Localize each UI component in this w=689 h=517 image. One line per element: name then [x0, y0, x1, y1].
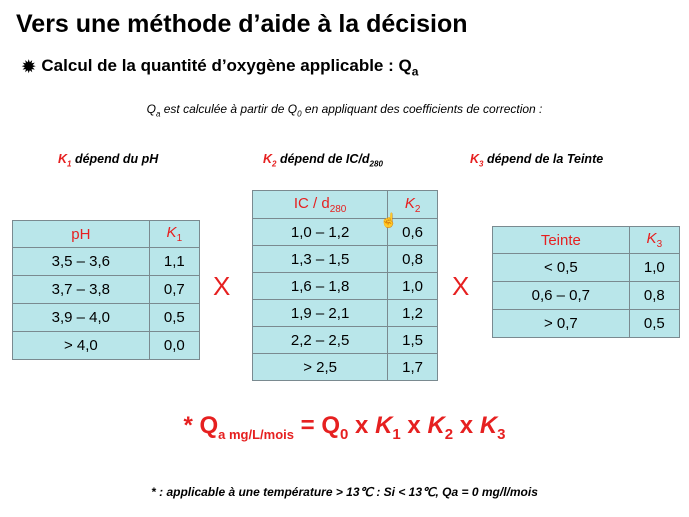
table-row: 2,2 – 2,5 1,5 — [253, 327, 438, 354]
formula: * $Q_a$ $_{mg/L/mois} = Q_0$ x $K_1$ x $K_2$ x $K_3$ — [183, 412, 506, 443]
table-row: > 0,7 0,5 — [493, 310, 680, 338]
table-row: 3,9 – 4,0 0,5 — [13, 304, 200, 332]
table-row: 1,0 – 1,2 0,6 — [253, 219, 438, 246]
multiply-sign-2: X — [452, 271, 470, 301]
table-row: 1,9 – 2,1 1,2 — [253, 300, 438, 327]
slide-subtitle — [22, 56, 418, 78]
k2-label: $K_2$ dépend de $IC/d_{280}$ — [263, 152, 383, 169]
table-row: 3,7 – 3,8 0,7 — [13, 276, 200, 304]
teinte-table — [492, 226, 680, 338]
k3-label: $K_3$ dépend de la Teinte — [470, 152, 604, 169]
table-row: 3,5 – 3,6 1,1 — [13, 248, 200, 276]
table-row: 0,6 – 0,7 0,8 — [493, 282, 680, 310]
table-row: < 0,5 1,0 — [493, 254, 680, 282]
teinte-header: Teinte — [493, 227, 630, 254]
ph-table — [12, 220, 200, 360]
table-row: 1,6 – 1,8 1,0 — [253, 273, 438, 300]
ph-header: pH — [13, 221, 150, 248]
ic-table — [252, 190, 438, 381]
hand-cursor-icon: ☝ — [380, 212, 398, 228]
k1-header: $K_1$ — [149, 221, 199, 248]
slide-title: Vers une méthode d’aide à la décision — [16, 10, 468, 38]
table-row: > 2,5 1,7 — [253, 354, 438, 381]
table-row: > 4,0 0,0 — [13, 332, 200, 360]
intro-text: $Q_a$ est calculée à partir de $Q_0$ en appliquant des coefficients de correction : — [146, 102, 543, 119]
multiply-sign-1: X — [213, 271, 231, 301]
footnote: * : applicable à une température > 13℃ : Si < 13℃, Qa = 0 mg/l/mois — [151, 485, 538, 499]
k3-header: $K_3$ — [629, 227, 679, 254]
subtitle-text: Calcul de la quantité d’oxygène applicable : $Q_a$ — [41, 56, 419, 79]
gear-bullet-icon: ✹ — [22, 59, 36, 77]
k1-label: $K_1$ dépend du pH — [58, 152, 159, 169]
table-row: 1,3 – 1,5 0,8 — [253, 246, 438, 273]
ic-header: IC / $d_{280}$ — [253, 191, 388, 219]
k2-header: $K_2$ — [388, 191, 438, 219]
